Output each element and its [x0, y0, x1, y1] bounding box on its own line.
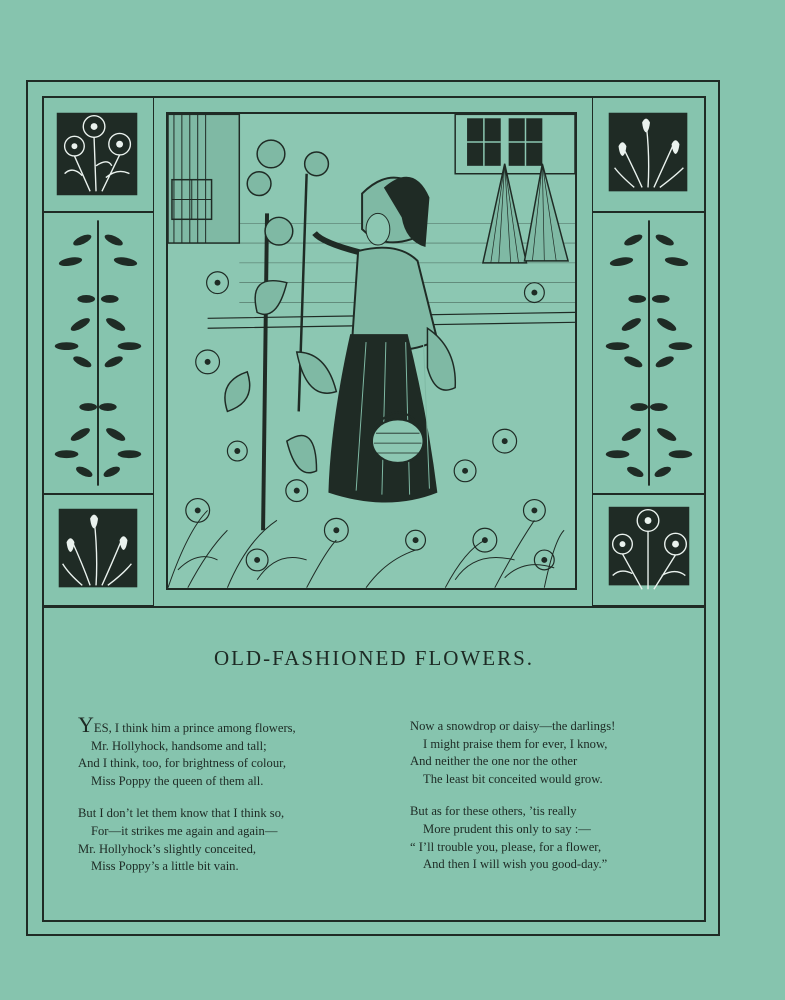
daisy-tile-bottom-right	[592, 494, 706, 606]
drop-cap: Y	[78, 712, 94, 737]
daisy-illustration	[43, 97, 153, 211]
poem-line: But I don’t let them know that I think so,	[78, 806, 285, 821]
stanza-2	[78, 805, 398, 875]
poem-line: But as for these others, ’tis really	[410, 804, 577, 819]
stanza-1	[78, 712, 398, 790]
poem-line: More prudent this only to say :—	[423, 821, 591, 836]
vine-panel-left	[42, 212, 154, 494]
garden-girl-illustration	[166, 112, 577, 590]
poem-line: Miss Poppy the queen of them all.	[91, 773, 264, 788]
poem-line: And I think, too, for brightness of colour,	[78, 756, 286, 771]
poem-line: YES, I think him a prince among flowers,	[78, 712, 296, 737]
poem-line: Mr. Hollyhock’s slightly conceited,	[78, 841, 257, 856]
poem-line: And neither the one nor the other	[410, 754, 578, 769]
poem-line: The least bit conceited would grow.	[423, 771, 603, 786]
snowdrop-tile-bottom-left	[42, 494, 154, 606]
poem-line: And then I will wish you good-day.”	[423, 857, 608, 872]
vine-panel-right	[592, 212, 706, 494]
stanza-3	[410, 718, 700, 788]
poem-title: OLD-FASHIONED FLOWERS.	[213, 646, 535, 670]
engraving	[168, 114, 575, 588]
snowdrop-illustration	[593, 97, 705, 211]
poem-column-left	[78, 712, 398, 891]
vine-illustration	[43, 213, 153, 493]
poem-line: Mr. Hollyhock, handsome and tall;	[91, 738, 267, 753]
poem-line: Now a snowdrop or daisy—the darlings!	[410, 719, 616, 733]
poem-line: For—it strikes me again and again—	[91, 823, 278, 838]
stanza-4	[410, 803, 700, 873]
snowdrop-illustration	[43, 495, 153, 605]
poem-line: “ I’ll trouble you, please, for a flower,	[410, 839, 602, 854]
daisy-illustration	[593, 495, 705, 605]
poem-line: I might praise them for ever, I know,	[423, 736, 608, 751]
section-divider	[42, 606, 706, 608]
daisy-tile-top-left	[42, 96, 154, 212]
poem-line: Miss Poppy’s a little bit vain.	[91, 859, 239, 874]
vine-illustration	[593, 213, 705, 493]
snowdrop-tile-top-right	[592, 96, 706, 212]
poem-column-right	[410, 718, 700, 889]
